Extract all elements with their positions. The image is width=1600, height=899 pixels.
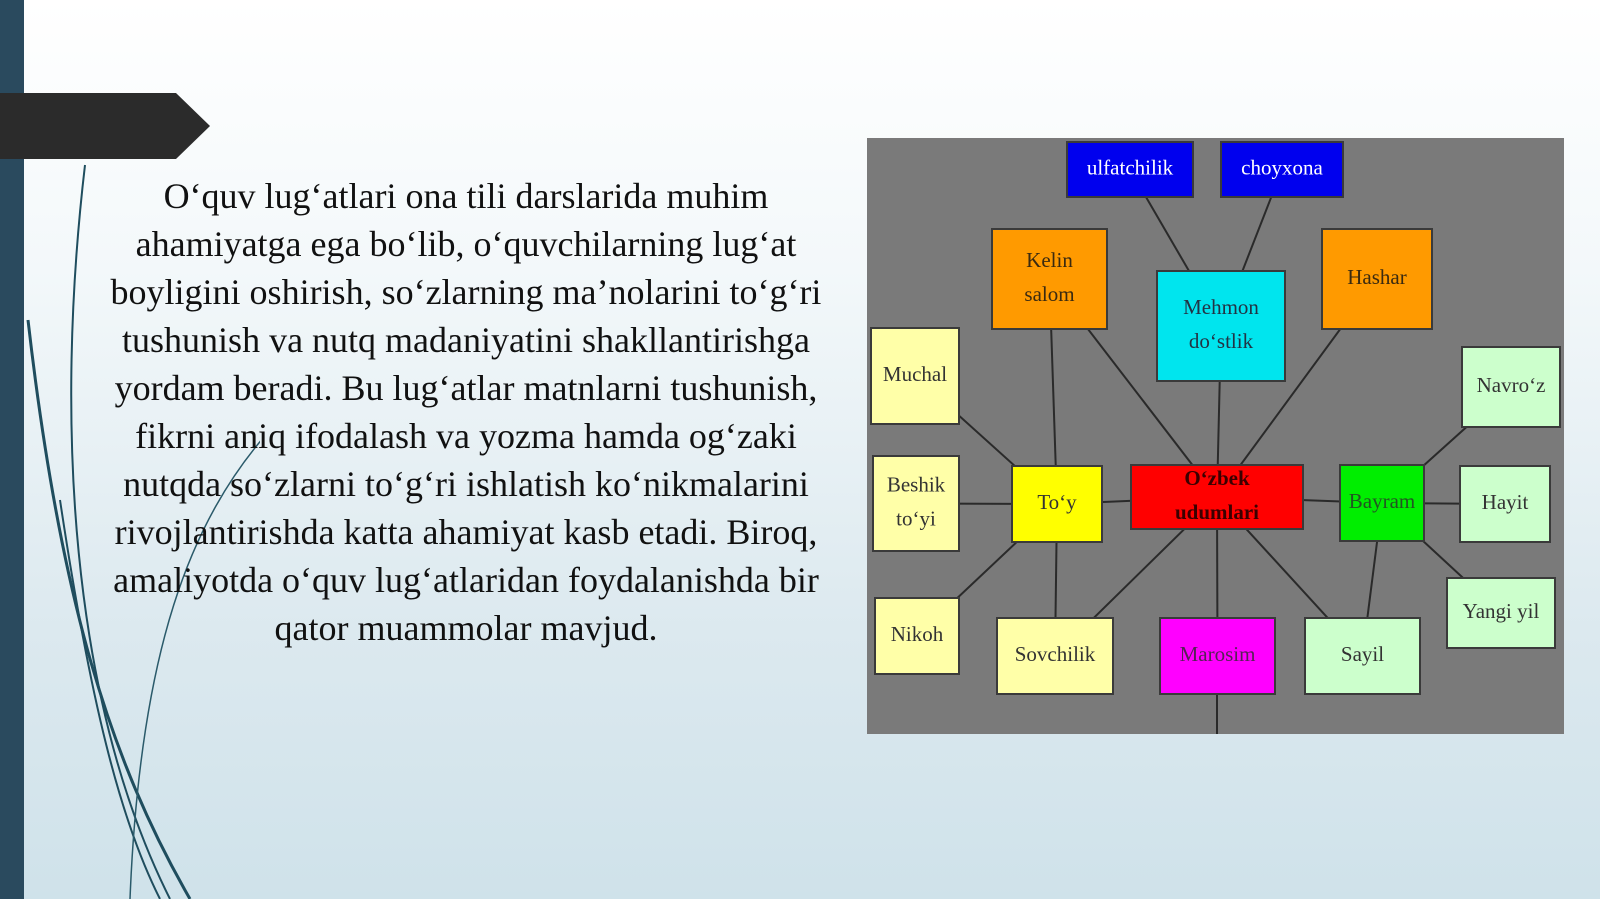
body-paragraph: O‘quv lug‘atlari ona tili darslarida muhim ahamiyatga ega bo‘lib, o‘quvchilarning lug‘at boyligini oshirish, so‘zlarning ma’nolarini to‘g‘ri tushunish va nutq madaniyatini shakllantirishga yordam beradi. Bu lug‘atlar matnlarni tushunish, fikrni aniq ifodalash va yozma hamda og‘zaki nutqda so‘zlarni to‘g‘ri ishlatish ko‘nikmalarini rivojlantirishda katta ahamiyat kasb etadi. Biroq, amaliyotda o‘quv lug‘atlaridan foydalanishda bir qator muammolar mavjud. — [110, 176, 822, 648]
node-label-sayil: Sayil — [1340, 641, 1385, 666]
node-center — [1131, 465, 1303, 529]
node-box-mehmon — [1157, 271, 1285, 381]
node-hayit — [1460, 466, 1550, 542]
node-label-kelin: Kelin — [1026, 247, 1073, 272]
node-label-marosim: Marosim — [1179, 641, 1256, 666]
node-label-kelin: salom — [1024, 281, 1075, 306]
node-choyxona — [1221, 142, 1343, 197]
node-label-navroz: Navro‘z — [1476, 372, 1546, 397]
title-arrow-banner — [0, 93, 210, 159]
node-sovchilik — [997, 618, 1113, 694]
node-ulfatchilik — [1067, 142, 1193, 197]
node-nikoh — [875, 598, 959, 674]
node-label-sovchilik: Sovchilik — [1014, 641, 1096, 666]
node-yangiyil — [1447, 578, 1555, 648]
node-box-kelin — [992, 229, 1107, 329]
node-kelin — [992, 229, 1107, 329]
node-navroz — [1462, 347, 1560, 427]
node-label-yangiyil: Yangi yil — [1462, 598, 1540, 623]
node-toy — [1012, 466, 1102, 542]
node-label-muchal: Muchal — [882, 361, 948, 386]
node-bayram — [1340, 465, 1424, 541]
node-hashar — [1322, 229, 1432, 329]
node-label-center: O‘zbek — [1184, 465, 1250, 490]
node-label-choyxona: choyxona — [1241, 155, 1323, 180]
udumlar-diagram — [867, 138, 1564, 734]
node-label-nikoh: Nikoh — [890, 621, 944, 646]
node-label-center: udumlari — [1174, 499, 1260, 524]
node-label-toy: To‘y — [1037, 489, 1077, 514]
node-label-hashar: Hashar — [1347, 264, 1407, 289]
node-sayil — [1305, 618, 1420, 694]
node-muchal — [871, 328, 959, 424]
node-label-mehmon: Mehmon — [1183, 294, 1259, 319]
node-box-beshik — [873, 456, 959, 551]
node-label-hayit: Hayit — [1481, 489, 1529, 514]
node-label-beshik: Beshik — [886, 472, 946, 497]
node-label-beshik: to‘yi — [896, 506, 936, 531]
node-label-mehmon: do‘stlik — [1188, 328, 1254, 353]
node-beshik — [873, 456, 959, 551]
node-mehmon — [1157, 271, 1285, 381]
node-label-ulfatchilik: ulfatchilik — [1086, 155, 1174, 180]
node-marosim — [1160, 618, 1275, 694]
node-label-bayram: Bayram — [1348, 488, 1416, 513]
